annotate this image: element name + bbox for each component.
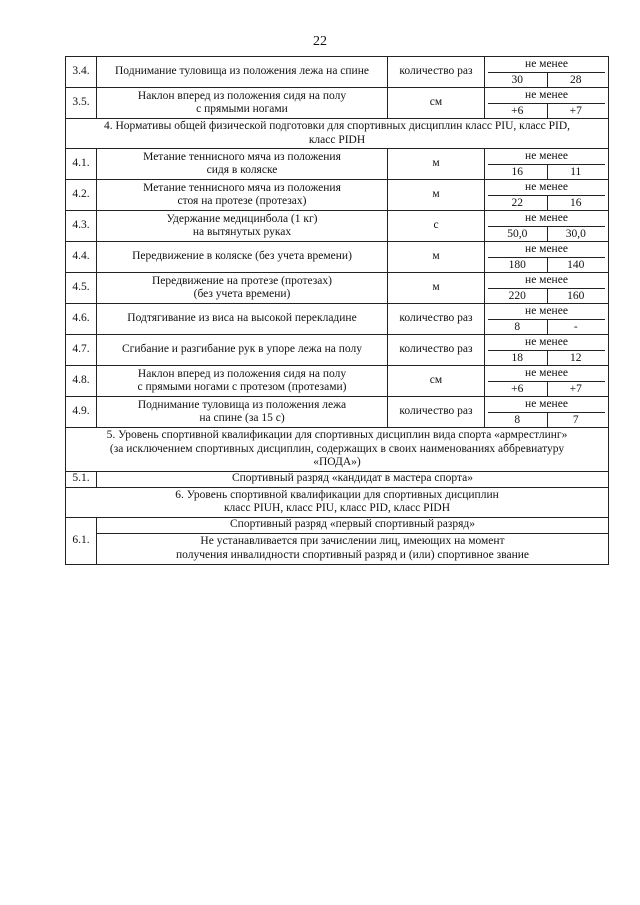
- exercise-name-line: Подтягивание из виса на высокой перекладине: [127, 312, 357, 325]
- exercise-name: [97, 304, 388, 335]
- exercise-name-line: Метание теннисного мяча из положения: [143, 150, 341, 163]
- norm-label: не менее: [488, 304, 605, 320]
- table-row: [66, 397, 609, 428]
- norm-label: не менее: [488, 57, 605, 73]
- unit: м: [388, 242, 485, 273]
- exercise-name: [97, 366, 388, 397]
- row-number: 4.1.: [66, 149, 97, 180]
- exercise-name-line: сидя в коляске: [206, 164, 278, 176]
- section-5-heading-cell: [66, 428, 609, 472]
- row-number: 4.9.: [66, 397, 97, 428]
- row-number: 4.8.: [66, 366, 97, 397]
- norm-box: [488, 180, 605, 210]
- norm-values: [485, 273, 609, 304]
- exercise-name-line: Поднимание туловища из положения лежа на спине: [115, 65, 369, 78]
- exercise-name-line: Наклон вперед из положения сидя на полу: [137, 89, 347, 102]
- norm-values: [485, 180, 609, 211]
- table-row: [66, 517, 609, 533]
- norm-values: [485, 211, 609, 242]
- norms-table-body: [66, 57, 609, 565]
- table-row: [66, 180, 609, 211]
- row-number: 4.5.: [66, 273, 97, 304]
- norm-values: [485, 88, 609, 119]
- unit: количество раз: [388, 397, 485, 428]
- norm-value-2: +7: [569, 383, 582, 395]
- norm-value-2: 11: [570, 166, 582, 178]
- norm-label: не менее: [488, 397, 605, 413]
- row-number: 3.5.: [66, 88, 97, 119]
- section-4-heading: [66, 119, 609, 149]
- row-number: 3.4.: [66, 57, 97, 88]
- row-number: 5.1.: [66, 471, 97, 487]
- table-row: [66, 149, 609, 180]
- norm-values: [485, 304, 609, 335]
- exercise-name-line: (без учета времени): [193, 288, 291, 300]
- section-6-heading: [66, 487, 609, 517]
- norm-value-1: 16: [488, 165, 548, 179]
- norm-value-1: 22: [488, 196, 548, 210]
- norm-box: [488, 242, 605, 272]
- norm-value-2: 12: [570, 352, 582, 364]
- norm-label: не менее: [488, 335, 605, 351]
- row-number: 4.2.: [66, 180, 97, 211]
- norm-values: [485, 366, 609, 397]
- exercise-name-line: стоя на протезе (протезах): [177, 195, 307, 207]
- unit: м: [388, 180, 485, 211]
- norm-box: [488, 304, 605, 334]
- norm-value-2: -: [573, 321, 578, 333]
- section-6-heading-line: класс PIUH, класс PIU, класс PID, класс PIDH: [223, 502, 451, 514]
- table-row: [66, 335, 609, 366]
- exercise-name-line: Передвижение на протезе (протезах): [152, 274, 332, 287]
- norm-values: [485, 335, 609, 366]
- norm-value-1: 30: [488, 73, 548, 87]
- norm-value-2: +7: [569, 105, 582, 117]
- page-number: 22: [313, 34, 327, 49]
- norm-value-2: 7: [572, 414, 579, 426]
- norm-values: [485, 57, 609, 88]
- section-6-heading-line: 6. Уровень спортивной квалификации для спортивных дисциплин: [175, 488, 499, 501]
- section-4-heading-cell: [66, 119, 609, 149]
- norm-value-1: +6: [488, 104, 548, 118]
- qualification-header: Спортивный разряд «первый спортивный разряд»: [97, 517, 609, 533]
- norm-value-1: 50,0: [488, 227, 548, 241]
- table-row: [66, 57, 609, 88]
- norm-value-2: 140: [567, 259, 585, 271]
- table-row: [66, 273, 609, 304]
- norm-value-1: 220: [488, 289, 548, 303]
- norm-value-1: 8: [488, 413, 548, 427]
- row-number: 4.7.: [66, 335, 97, 366]
- exercise-name: [97, 88, 388, 119]
- norm-box: [488, 366, 605, 396]
- exercise-name: [97, 211, 388, 242]
- norm-value-1: +6: [488, 382, 548, 396]
- row-number: 4.3.: [66, 211, 97, 242]
- exercise-name-line: Метание теннисного мяча из положения: [143, 181, 341, 194]
- norm-value-2: 28: [570, 74, 582, 86]
- norm-values: [485, 242, 609, 273]
- section-5-heading-line: (за исключением спортивных дисциплин, содержащих в своих наименованиях аббревиатуру: [109, 442, 565, 455]
- unit: количество раз: [388, 304, 485, 335]
- table-row: [66, 211, 609, 242]
- unit: количество раз: [388, 335, 485, 366]
- section-6-heading-cell: [66, 487, 609, 517]
- unit: с: [388, 211, 485, 242]
- norm-value-1: 18: [488, 351, 548, 365]
- unit: м: [388, 273, 485, 304]
- unit: см: [388, 366, 485, 397]
- norm-box: [488, 88, 605, 118]
- norm-value-1: 8: [488, 320, 548, 334]
- exercise-name: [97, 149, 388, 180]
- norms-table: [65, 56, 609, 565]
- section-4-heading-line: 4. Нормативы общей физической подготовки для спортивных дисциплин класс PIU, класс PID,: [103, 120, 571, 132]
- norm-value-2: 30,0: [565, 228, 586, 240]
- norm-box: [488, 273, 605, 303]
- exercise-name: [97, 335, 388, 366]
- row-number: 4.6.: [66, 304, 97, 335]
- norm-box: [488, 149, 605, 179]
- row-number: 6.1.: [66, 517, 97, 564]
- exercise-name-line: на спине (за 15 с): [199, 412, 285, 424]
- norm-label: не менее: [488, 88, 605, 104]
- table-row: [66, 533, 609, 564]
- section-5-heading-line: 5. Уровень спортивной квалификации для спортивных дисциплин вида спорта «армрестлинг»: [106, 429, 568, 441]
- norm-label: не менее: [488, 180, 605, 196]
- norm-box: [488, 57, 605, 87]
- norm-label: не менее: [488, 242, 605, 258]
- unit: м: [388, 149, 485, 180]
- norm-box: [488, 335, 605, 365]
- unit: количество раз: [388, 57, 485, 88]
- exercise-name: [97, 57, 388, 88]
- exercise-name: [97, 397, 388, 428]
- section-4-heading-line: класс PIDH: [308, 133, 366, 146]
- norm-value-2: 160: [567, 290, 585, 302]
- norm-values: [485, 149, 609, 180]
- row-number: 4.4.: [66, 242, 97, 273]
- exercise-name: [97, 273, 388, 304]
- exercise-name: [97, 242, 388, 273]
- exercise-name-line: Передвижение в коляске (без учета времени): [132, 250, 352, 263]
- table-row: [66, 88, 609, 119]
- exercise-name: [97, 180, 388, 211]
- norm-values: [485, 397, 609, 428]
- exercise-name-line: с прямыми ногами: [196, 103, 288, 115]
- qualification-text: Спортивный разряд «кандидат в мастера спорта»: [97, 471, 609, 487]
- norm-box: [488, 211, 605, 241]
- exercise-name-line: с прямыми ногами с протезом (протезами): [137, 381, 347, 393]
- table-row: [66, 242, 609, 273]
- norm-value-2: 16: [570, 197, 582, 209]
- norm-label: не менее: [488, 366, 605, 382]
- norm-label: не менее: [488, 273, 605, 289]
- norm-label: не менее: [488, 211, 605, 227]
- table-row: [66, 471, 609, 487]
- table-row: [66, 304, 609, 335]
- section-5-heading: [66, 428, 609, 472]
- qualification-text-line: получения инвалидности спортивный разряд и (или) спортивное звание: [176, 548, 529, 561]
- norm-label: не менее: [488, 149, 605, 165]
- qualification-text: [97, 533, 609, 564]
- norm-box: [488, 397, 605, 427]
- exercise-name-line: Наклон вперед из положения сидя на полу: [137, 367, 347, 380]
- exercise-name-line: Поднимание туловища из положения лежа: [137, 398, 347, 411]
- qualification-text-line: Не устанавливается при зачислении лиц, имеющих на момент: [200, 535, 505, 547]
- exercise-name-line: Сгибание и разгибание рук в упоре лежа на полу: [122, 343, 362, 356]
- unit: см: [388, 88, 485, 119]
- exercise-name-line: на вытянутых руках: [192, 226, 292, 238]
- exercise-name-line: Удержание медицинбола (1 кг): [166, 212, 318, 225]
- table-row: [66, 366, 609, 397]
- section-5-heading-line: «ПОДА»): [313, 456, 361, 468]
- norm-value-1: 180: [488, 258, 548, 272]
